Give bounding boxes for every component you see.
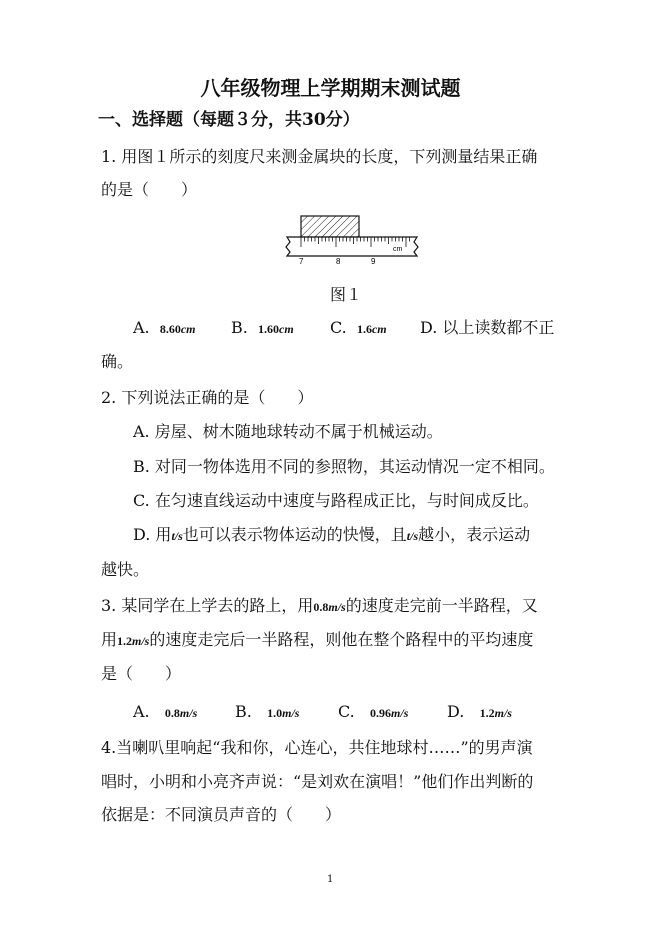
q1-stem-line1: 1. 用图１所示的刻度尺来测金属块的长度，下列测量结果正确 [101, 147, 538, 166]
tick-label-7: 7 [299, 257, 304, 266]
option-letter: C. [330, 318, 347, 337]
option-value: 1.60 [258, 322, 280, 336]
math-expression: t/s [406, 529, 419, 543]
q2-option-d-cont: 越快。 [101, 560, 150, 579]
tick-label-9: 9 [371, 257, 376, 266]
q3-option-d [447, 702, 512, 723]
q2-option-d [133, 525, 530, 546]
q1-option-d: D. 以上读数都不正 [420, 318, 555, 337]
q2-option-a: A. 房屋、树木随地球转动不属于机械运动。 [133, 422, 443, 441]
q3-stem-line3: 是（ ） [101, 664, 182, 683]
q2-option-b: B. 对同一物体选用不同的参照物，其运动情况一定不相同。 [133, 457, 555, 476]
q1-option-c [330, 318, 387, 339]
option-value: 0.8 [164, 706, 180, 720]
option-value: 1.6 [356, 322, 372, 336]
option-value: 1.2 [479, 706, 495, 720]
q3-option-c [338, 702, 408, 723]
option-unit: m/s [282, 706, 300, 720]
q3-stem-line2 [101, 630, 533, 651]
option-value: 8.60 [159, 322, 181, 336]
q3-option-a [133, 702, 197, 723]
option-unit: m/s [179, 706, 198, 720]
q4-stem-line2: 唱时，小明和小亮齐声说：“是刘欢在演唱！”他们作出判断的 [101, 772, 534, 791]
option-unit: cm [371, 322, 387, 336]
option-letter: B. [231, 318, 248, 337]
option-unit: m/s [391, 706, 409, 720]
figure-ruler [283, 212, 423, 268]
tick-label-8: 8 [336, 257, 341, 266]
q2-stem: 2. 下列说法正确的是（ ） [101, 388, 314, 407]
metal-block [301, 216, 359, 237]
text-segment: 的速度走完后一半路程，则他在整个路程中的平均速度 [149, 630, 534, 649]
option-letter: C. [338, 702, 355, 721]
text-segment: 3. 某同学在上学去的路上，用 [101, 596, 314, 615]
q3-option-b [235, 702, 299, 723]
figure-caption: 图１ [330, 285, 363, 304]
q1-option-d-cont: 确。 [101, 352, 134, 371]
math-unit: m/s [328, 600, 346, 614]
q2-option-c: C. 在匀速直线运动中速度与路程成正比，与时间成反比。 [133, 491, 539, 510]
q1-option-b [231, 318, 294, 339]
page-title: 八年级物理上学期期末测试题 [200, 76, 461, 100]
page-number: 1 [327, 874, 334, 885]
option-value: 1.0 [267, 706, 283, 720]
text-segment: 的速度走完前一半路程，又 [345, 596, 538, 615]
option-unit: cm [180, 322, 196, 336]
q4-stem-line1: 4.当喇叭里响起“我和你，心连心，共住地球村……”的男声演 [101, 738, 533, 757]
math-value: 0.8 [313, 600, 329, 614]
text-segment: D. 用 [133, 525, 172, 544]
q4-stem-line3: 依据是：不同演员声音的（ ） [101, 805, 342, 824]
math-unit: m/s [132, 634, 150, 648]
option-unit: m/s [494, 706, 512, 720]
option-letter: A. [133, 318, 150, 337]
section-heading: 一、选择题（每题３分，共30分） [98, 110, 360, 130]
text-segment: 也可以表示物体运动的快慢，且 [182, 525, 407, 544]
option-unit: cm [279, 322, 294, 336]
math-value: 1.2 [117, 634, 133, 648]
math-expression: t/s [171, 529, 183, 543]
q1-stem-line2: 的是（ ） [101, 180, 198, 199]
q3-stem-line1 [101, 596, 538, 617]
text-segment: 越小，表示运动 [418, 525, 531, 544]
option-letter: B. [235, 702, 252, 721]
option-value: 0.96 [370, 706, 392, 720]
ruler-unit-label: cm [393, 246, 403, 253]
option-letter: D. [447, 702, 465, 721]
option-letter: A. [133, 702, 150, 721]
q1-option-a [133, 318, 195, 339]
text-segment: 用 [101, 630, 118, 649]
